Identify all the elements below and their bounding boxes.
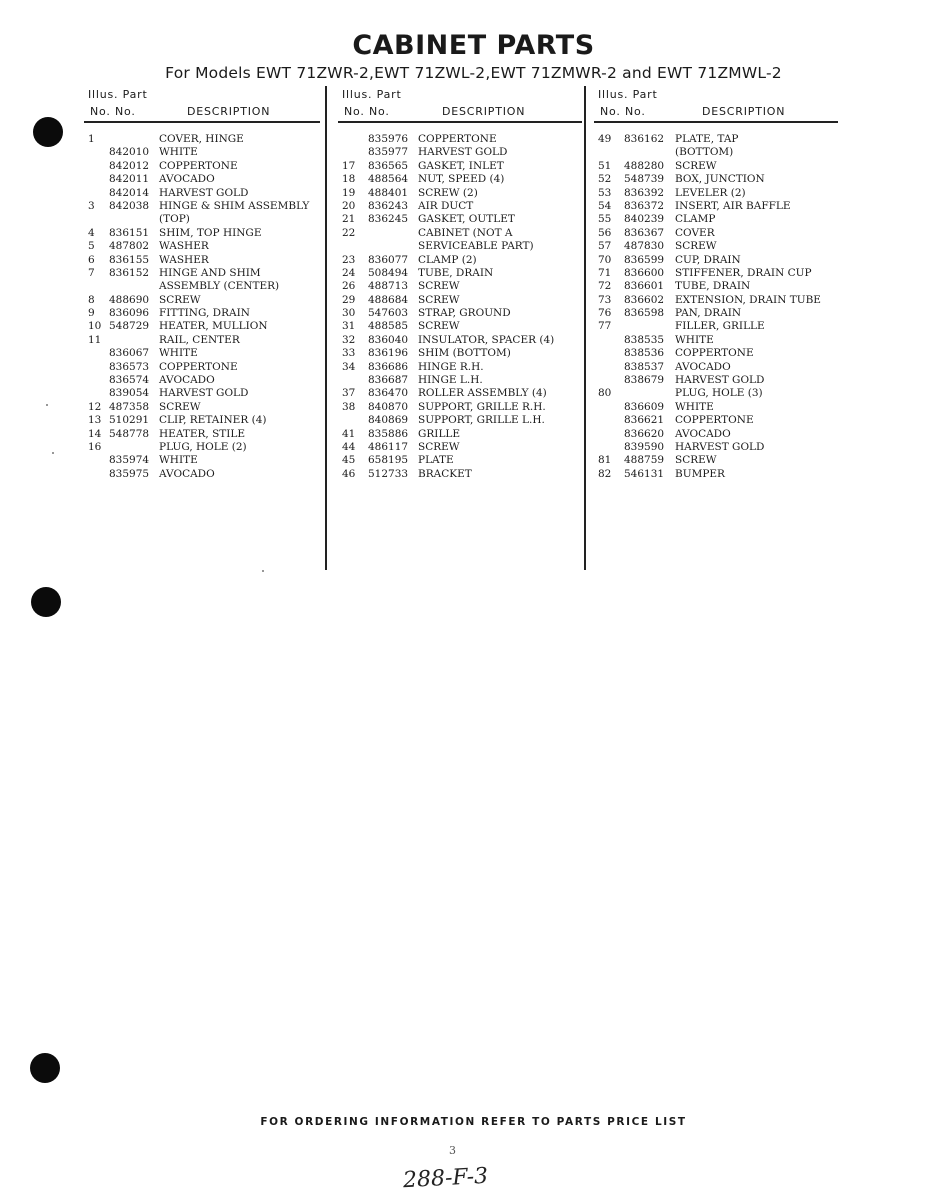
illus-number: 14 <box>88 427 102 440</box>
page-title: CABINET PARTS <box>352 30 595 61</box>
part-description: SCREW <box>159 293 201 306</box>
part-number: 835976 <box>368 133 409 145</box>
part-number: 488280 <box>624 159 665 172</box>
part-description: STIFFENER, DRAIN CUP <box>675 266 812 279</box>
part-number: 548739 <box>624 173 665 186</box>
part-description: SCREW <box>675 454 717 467</box>
header-rule <box>338 121 582 123</box>
illus-number: 5 <box>88 240 95 253</box>
illus-number: 49 <box>598 133 612 145</box>
part-description: BOX, JUNCTION <box>675 173 765 186</box>
part-number: 840870 <box>368 400 409 413</box>
part-description: HINGE & SHIM ASSEMBLY <box>159 199 310 212</box>
punch-hole-middle <box>31 587 61 617</box>
part-number: 838537 <box>624 360 665 373</box>
part-description: WASHER <box>159 253 209 266</box>
illus-number: 77 <box>598 320 612 333</box>
header-rule <box>594 121 838 123</box>
part-number: 835974 <box>109 454 150 467</box>
part-description: AVOCADO <box>159 374 215 387</box>
illus-number: 20 <box>342 199 356 212</box>
part-number: 487802 <box>109 240 150 253</box>
part-number: 842010 <box>109 146 150 159</box>
part-description: HEATER, MULLION <box>159 320 268 333</box>
part-description: HINGE AND SHIM <box>159 266 261 279</box>
part-description: CLAMP (2) <box>418 253 477 266</box>
part-number: 836600 <box>624 266 665 279</box>
part-description: CLAMP <box>675 213 716 226</box>
part-number: 838679 <box>624 374 665 387</box>
illus-number: 70 <box>598 253 612 266</box>
illus-number: 29 <box>342 293 356 306</box>
illus-number: 4 <box>88 226 95 239</box>
part-description: COPPERTONE <box>675 347 754 360</box>
part-description: GASKET, OUTLET <box>418 213 515 226</box>
illus-number: 12 <box>88 400 102 413</box>
part-number: 839590 <box>624 440 665 453</box>
part-description: BRACKET <box>418 467 472 480</box>
part-description: PLUG, HOLE (3) <box>675 387 763 400</box>
illus-number: 45 <box>342 454 356 467</box>
illus-number: 73 <box>598 293 612 306</box>
part-description: AVOCADO <box>159 173 215 186</box>
part-number: 835886 <box>368 427 409 440</box>
illus-number: 80 <box>598 387 612 400</box>
part-description: SCREW <box>675 159 717 172</box>
part-description: HEATER, STILE <box>159 427 246 440</box>
illus-number: 32 <box>342 333 356 346</box>
part-number: 838535 <box>624 333 665 346</box>
header-illus-part: Illus. Part <box>342 88 402 101</box>
punch-hole-bottom <box>30 1053 60 1083</box>
part-description: SCREW <box>418 440 460 453</box>
illus-number: 22 <box>342 226 356 239</box>
illus-number: 57 <box>598 240 612 253</box>
part-number: 836367 <box>624 226 665 239</box>
part-description: (BOTTOM) <box>675 146 734 159</box>
part-number: 488401 <box>368 186 409 199</box>
illus-number: 41 <box>342 427 356 440</box>
part-description: GASKET, INLET <box>418 159 504 172</box>
part-number: 487358 <box>109 400 150 413</box>
part-number: 836096 <box>109 307 150 320</box>
illus-number: 54 <box>598 199 612 212</box>
header-illus-part: Illus. Part <box>88 88 148 101</box>
part-number: 842014 <box>109 186 150 199</box>
part-description: HINGE L.H. <box>418 374 483 387</box>
part-description: PLATE <box>418 454 454 467</box>
part-number: 512733 <box>368 467 409 480</box>
part-number: 547603 <box>368 307 409 320</box>
part-description: INSULATOR, SPACER (4) <box>418 333 555 346</box>
part-number: 546131 <box>624 467 665 480</box>
part-description: CUP, DRAIN <box>675 253 741 266</box>
illus-number: 31 <box>342 320 356 333</box>
illus-number: 6 <box>88 253 95 266</box>
part-description: SERVICEABLE PART) <box>418 240 534 253</box>
illus-number: 46 <box>342 467 356 480</box>
column-divider-2 <box>584 86 586 570</box>
part-description: SCREW <box>418 280 460 293</box>
part-description: FITTING, DRAIN <box>159 307 250 320</box>
part-description: LEVELER (2) <box>675 186 746 199</box>
part-number: 488690 <box>109 293 150 306</box>
part-number: 836155 <box>109 253 150 266</box>
part-number: 840239 <box>624 213 665 226</box>
part-number: 836620 <box>624 427 665 440</box>
part-number: 488713 <box>368 280 409 293</box>
part-number: 836565 <box>368 159 409 172</box>
ordering-info-footer: FOR ORDERING INFORMATION REFER TO PARTS PRICE LIST <box>260 1116 687 1128</box>
part-number: 835975 <box>109 467 150 480</box>
part-description: SCREW <box>418 293 460 306</box>
part-description: TUBE, DRAIN <box>418 266 494 279</box>
part-number: 658195 <box>368 454 409 467</box>
part-description: HARVEST GOLD <box>159 387 249 400</box>
part-number: 840869 <box>368 414 409 427</box>
illus-number: 11 <box>88 333 102 346</box>
part-number: 836152 <box>109 266 150 279</box>
part-description: HARVEST GOLD <box>159 186 249 199</box>
part-description: CABINET (NOT A <box>418 226 513 239</box>
part-number: 836470 <box>368 387 409 400</box>
part-number: 836067 <box>109 347 150 360</box>
illus-number: 82 <box>598 467 612 480</box>
illus-number: 26 <box>342 280 356 293</box>
part-number: 836243 <box>368 199 409 212</box>
illus-number: 1 <box>88 133 95 145</box>
page-number: 3 <box>449 1144 456 1157</box>
illus-number: 33 <box>342 347 356 360</box>
part-description: COPPERTONE <box>675 414 754 427</box>
part-description: RAIL, CENTER <box>159 333 240 346</box>
part-description: PLUG, HOLE (2) <box>159 440 247 453</box>
part-description: HINGE R.H. <box>418 360 484 373</box>
part-number: 835977 <box>368 146 409 159</box>
part-description: SUPPORT, GRILLE L.H. <box>418 414 545 427</box>
illus-number: 52 <box>598 173 612 186</box>
part-number: 548778 <box>109 427 150 440</box>
part-number: 836609 <box>624 400 665 413</box>
part-number: 836574 <box>109 374 150 387</box>
part-number: 836196 <box>368 347 409 360</box>
part-description: PAN, DRAIN <box>675 307 742 320</box>
illus-number: 72 <box>598 280 612 293</box>
scan-speck <box>52 452 54 454</box>
part-number: 836392 <box>624 186 665 199</box>
header-description: DESCRIPTION <box>187 105 271 118</box>
part-number: 488759 <box>624 454 665 467</box>
illus-number: 23 <box>342 253 356 266</box>
part-number: 836686 <box>368 360 409 373</box>
illus-number: 24 <box>342 266 356 279</box>
part-number: 508494 <box>368 266 409 279</box>
part-description: SUPPORT, GRILLE R.H. <box>418 400 546 413</box>
part-number: 836151 <box>109 226 150 239</box>
illus-number: 10 <box>88 320 102 333</box>
part-description: SCREW <box>159 400 201 413</box>
part-description: AVOCADO <box>675 360 731 373</box>
part-number: 836372 <box>624 199 665 212</box>
handwritten-note: 288-F-3 <box>402 1163 489 1194</box>
illus-number: 56 <box>598 226 612 239</box>
part-description: GRILLE <box>418 427 461 440</box>
header-no-no: No. No. <box>344 105 390 118</box>
part-description: SCREW <box>675 240 717 253</box>
part-number: 836162 <box>624 133 665 145</box>
part-number: 836077 <box>368 253 409 266</box>
part-number: 836621 <box>624 414 665 427</box>
part-number: 838536 <box>624 347 665 360</box>
illus-number: 13 <box>88 414 102 427</box>
part-description: TUBE, DRAIN <box>675 280 751 293</box>
column-divider-1 <box>325 86 327 570</box>
part-description: WHITE <box>159 347 198 360</box>
part-description: COPPERTONE <box>159 159 238 172</box>
part-description: SCREW <box>418 320 460 333</box>
part-number: 836598 <box>624 307 665 320</box>
part-number: 836602 <box>624 293 665 306</box>
part-description: ASSEMBLY (CENTER) <box>159 280 280 293</box>
header-no-no: No. No. <box>600 105 646 118</box>
illus-number: 9 <box>88 307 95 320</box>
part-description: AVOCADO <box>159 467 215 480</box>
part-description: ROLLER ASSEMBLY (4) <box>418 387 547 400</box>
illus-number: 81 <box>598 454 612 467</box>
illus-number: 30 <box>342 307 356 320</box>
part-description: COPPERTONE <box>159 360 238 373</box>
part-number: 487830 <box>624 240 665 253</box>
illus-number: 34 <box>342 360 356 373</box>
part-number: 510291 <box>109 414 150 427</box>
part-number: 836040 <box>368 333 409 346</box>
part-number: 842012 <box>109 159 150 172</box>
part-description: WHITE <box>159 454 198 467</box>
header-illus-part: Illus. Part <box>598 88 658 101</box>
illus-number: 3 <box>88 199 95 212</box>
part-description: AIR DUCT <box>418 199 474 212</box>
scan-speck <box>46 404 48 406</box>
part-description: SHIM, TOP HINGE <box>159 226 262 239</box>
illus-number: 16 <box>88 440 102 453</box>
part-description: WHITE <box>675 400 714 413</box>
part-number: 836573 <box>109 360 150 373</box>
part-description: HARVEST GOLD <box>675 374 765 387</box>
part-number: 488684 <box>368 293 409 306</box>
illus-number: 17 <box>342 159 356 172</box>
illus-number: 7 <box>88 266 95 279</box>
part-description: HARVEST GOLD <box>675 440 765 453</box>
punch-hole-top <box>33 117 63 147</box>
part-description: PLATE, TAP <box>675 133 739 145</box>
part-description: COVER <box>675 226 715 239</box>
illus-number: 55 <box>598 213 612 226</box>
part-description: (TOP) <box>159 213 190 226</box>
part-number: 488564 <box>368 173 409 186</box>
illus-number: 19 <box>342 186 356 199</box>
part-number: 842011 <box>109 173 150 186</box>
part-description: EXTENSION, DRAIN TUBE <box>675 293 821 306</box>
illus-number: 21 <box>342 213 356 226</box>
part-number: 548729 <box>109 320 150 333</box>
models-subtitle: For Models EWT 71ZWR-2,EWT 71ZWL-2,EWT 71ZMWR-2 and EWT 71ZMWL-2 <box>165 64 782 82</box>
part-description: WHITE <box>159 146 198 159</box>
illus-number: 51 <box>598 159 612 172</box>
part-description: SCREW (2) <box>418 186 478 199</box>
part-description: HARVEST GOLD <box>418 146 508 159</box>
header-rule <box>84 121 320 123</box>
part-description: COVER, HINGE <box>159 133 244 145</box>
header-description: DESCRIPTION <box>702 105 786 118</box>
illus-number: 38 <box>342 400 356 413</box>
part-description: NUT, SPEED (4) <box>418 173 505 186</box>
part-number: 836599 <box>624 253 665 266</box>
part-number: 836245 <box>368 213 409 226</box>
part-description: INSERT, AIR BAFFLE <box>675 199 791 212</box>
part-number: 488585 <box>368 320 409 333</box>
illus-number: 37 <box>342 387 356 400</box>
part-number: 839054 <box>109 387 150 400</box>
part-description: CLIP, RETAINER (4) <box>159 414 267 427</box>
part-description: SHIM (BOTTOM) <box>418 347 511 360</box>
illus-number: 44 <box>342 440 356 453</box>
part-number: 836601 <box>624 280 665 293</box>
part-description: WASHER <box>159 240 209 253</box>
part-number: 836687 <box>368 374 409 387</box>
part-number: 486117 <box>368 440 409 453</box>
part-description: COPPERTONE <box>418 133 497 145</box>
part-number: 842038 <box>109 199 150 212</box>
illus-number: 53 <box>598 186 612 199</box>
illus-number: 76 <box>598 307 612 320</box>
scan-speck <box>262 570 264 572</box>
part-description: FILLER, GRILLE <box>675 320 765 333</box>
part-description: STRAP, GROUND <box>418 307 511 320</box>
illus-number: 71 <box>598 266 612 279</box>
part-description: AVOCADO <box>675 427 731 440</box>
header-description: DESCRIPTION <box>442 105 526 118</box>
illus-number: 18 <box>342 173 356 186</box>
part-description: BUMPER <box>675 467 725 480</box>
part-description: WHITE <box>675 333 714 346</box>
illus-number: 8 <box>88 293 95 306</box>
header-no-no: No. No. <box>90 105 136 118</box>
